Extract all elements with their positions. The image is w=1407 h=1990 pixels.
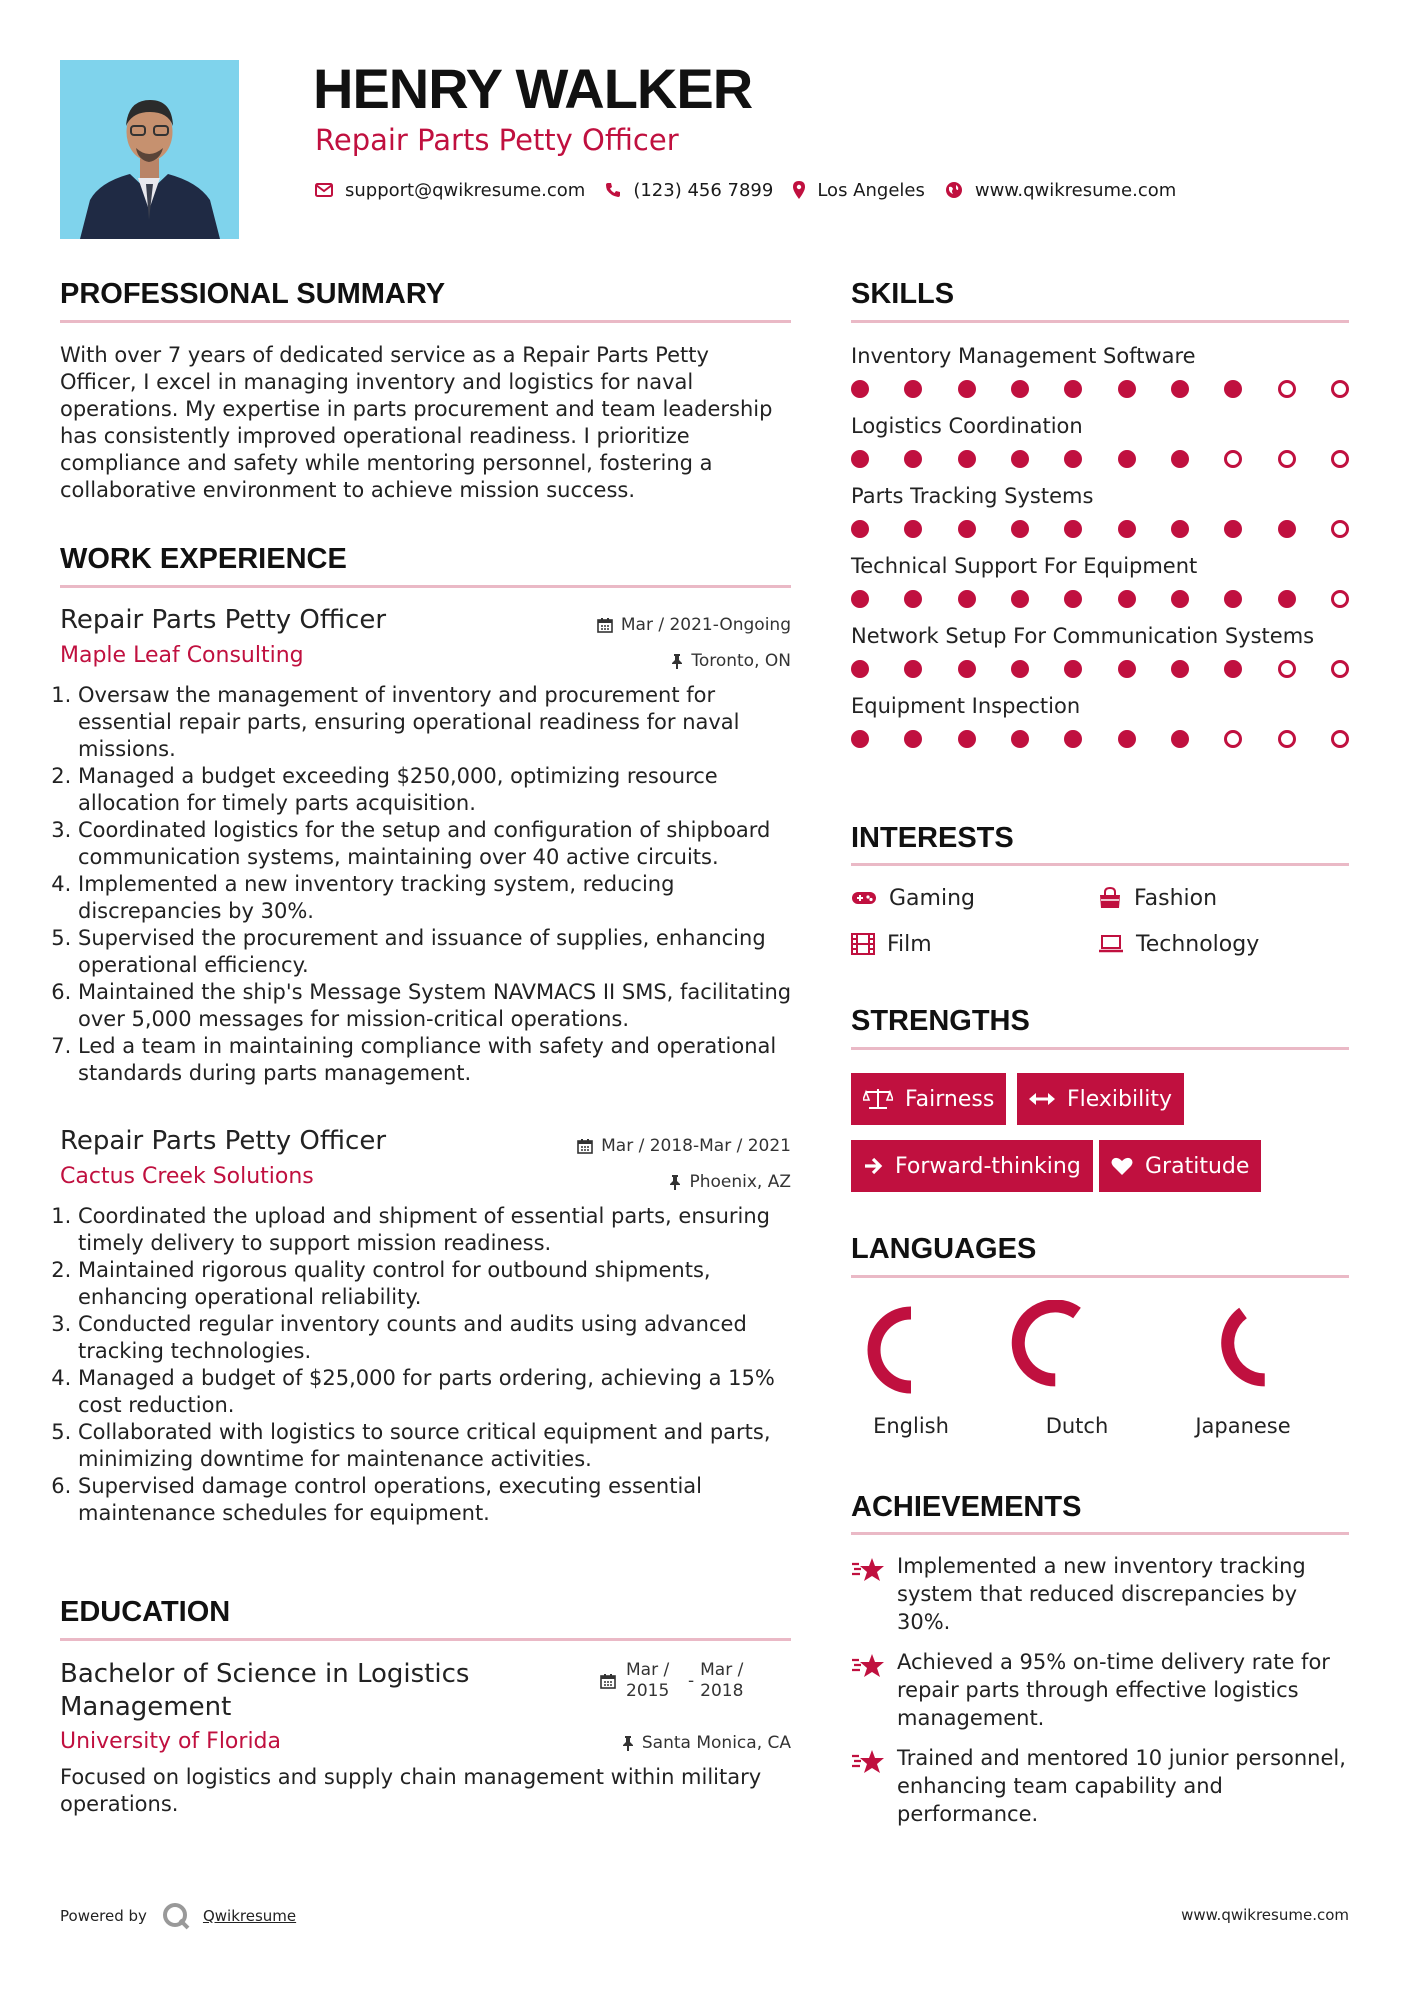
phone-icon bbox=[605, 182, 621, 198]
shopping-bag-icon bbox=[1098, 886, 1122, 910]
arrows-horizontal-icon bbox=[1029, 1092, 1055, 1106]
rating-dot-filled bbox=[958, 590, 976, 608]
rating-dot-empty bbox=[1331, 590, 1349, 608]
skill-row bbox=[851, 553, 1349, 608]
rating-dot-empty bbox=[1278, 660, 1296, 678]
achievement-text: Trained and mentored 10 junior personnel, enhancing team capability and performance. bbox=[897, 1746, 1346, 1826]
list-item: 1. Coordinated the upload and shipment of essential parts, ensuring timely delivery to support mission readiness. bbox=[78, 1203, 798, 1257]
achievement-item bbox=[851, 1648, 1349, 1732]
language-item bbox=[841, 1300, 981, 1438]
calendar-icon bbox=[577, 1138, 593, 1154]
summary-heading: PROFESSIONAL SUMMARY bbox=[60, 278, 446, 310]
rating-dot-empty bbox=[1278, 730, 1296, 748]
skill-row bbox=[851, 483, 1349, 538]
education-divider bbox=[60, 1638, 791, 1641]
strengths-heading: STRENGTHS bbox=[851, 1005, 1030, 1037]
star-icon bbox=[851, 1748, 885, 1776]
rating-dot-empty bbox=[1224, 450, 1242, 468]
rating-dot-filled bbox=[1171, 590, 1189, 608]
rating-dot-filled bbox=[904, 590, 922, 608]
list-item: 5. Supervised the procurement and issuance of supplies, enhancing operational efficiency. bbox=[78, 925, 798, 979]
job-bullets bbox=[60, 1203, 798, 1527]
rating-dot-filled bbox=[1118, 730, 1136, 748]
rating-dot-filled bbox=[1224, 520, 1242, 538]
pin-icon bbox=[671, 653, 683, 669]
rating-dot-filled bbox=[1171, 660, 1189, 678]
education-location-text: Santa Monica, CA bbox=[641, 1733, 791, 1753]
envelope-icon bbox=[315, 183, 333, 197]
rating-dot-filled bbox=[1011, 590, 1029, 608]
school-name: University of Florida bbox=[60, 1729, 281, 1754]
education-location bbox=[622, 1732, 791, 1754]
gamepad-icon bbox=[851, 890, 877, 906]
rating-dot-filled bbox=[1171, 450, 1189, 468]
language-gauge bbox=[1007, 1300, 1147, 1410]
strengths-divider bbox=[851, 1047, 1349, 1050]
rating-dot-filled bbox=[1224, 660, 1242, 678]
skill-rating bbox=[851, 380, 1349, 398]
rating-dot-filled bbox=[1118, 450, 1136, 468]
degree-title: Bachelor of Science in Logistics Management bbox=[60, 1659, 470, 1722]
job-company: Cactus Creek Solutions bbox=[60, 1164, 314, 1189]
achievement-text: Implemented a new inventory tracking system that reduced discrepancies by 30%. bbox=[897, 1554, 1306, 1634]
skill-label: Equipment Inspection bbox=[851, 694, 1081, 718]
rating-dot-filled bbox=[1064, 660, 1082, 678]
skill-label: Network Setup For Communication Systems bbox=[851, 624, 1315, 648]
skill-label: Parts Tracking Systems bbox=[851, 484, 1094, 508]
map-marker-icon bbox=[793, 181, 805, 199]
list-item: 7. Led a team in maintaining compliance with safety and operational standards during parts management. bbox=[78, 1033, 798, 1087]
education-entry bbox=[60, 1658, 791, 1838]
rating-dot-filled bbox=[1011, 450, 1029, 468]
job-company: Maple Leaf Consulting bbox=[60, 643, 304, 668]
languages-divider bbox=[851, 1275, 1349, 1278]
profile-photo bbox=[60, 60, 239, 239]
summary-divider bbox=[60, 320, 791, 323]
rating-dot-empty bbox=[1331, 520, 1349, 538]
rating-dot-empty bbox=[1224, 730, 1242, 748]
achievements-divider bbox=[851, 1532, 1349, 1535]
rating-dot-filled bbox=[851, 380, 869, 398]
achievement-text: Achieved a 95% on-time delivery rate for repair parts through effective logistics management. bbox=[897, 1650, 1330, 1730]
job-location-text: Toronto, ON bbox=[691, 651, 791, 671]
job-title: Repair Parts Petty Officer bbox=[60, 605, 387, 635]
language-gauge-arc bbox=[1018, 1306, 1077, 1380]
job-dates-text: Mar / 2021-Ongoing bbox=[620, 615, 791, 635]
skill-row bbox=[851, 413, 1349, 468]
list-item: 1. Oversaw the management of inventory and procurement for essential repair parts, ensuring operational readiness for naval missions. bbox=[78, 682, 798, 763]
strength-label: Flexibility bbox=[1067, 1086, 1172, 1112]
heart-icon bbox=[1111, 1156, 1133, 1176]
job-bullets bbox=[60, 682, 798, 1087]
rating-dot-filled bbox=[1064, 380, 1082, 398]
list-item: 3. Conducted regular inventory counts and audits using advanced tracking technologies. bbox=[78, 1311, 798, 1365]
skill-rating bbox=[851, 590, 1349, 608]
job-title: Repair Parts Petty Officer bbox=[60, 1126, 387, 1156]
list-item: 2. Maintained rigorous quality control for outbound shipments, enhancing operational reliability. bbox=[78, 1257, 798, 1311]
rating-dot-filled bbox=[958, 450, 976, 468]
language-gauge-arc bbox=[874, 1313, 911, 1387]
rating-dot-filled bbox=[1064, 590, 1082, 608]
skills-heading: SKILLS bbox=[851, 278, 955, 310]
rating-dot-filled bbox=[958, 520, 976, 538]
job-location bbox=[669, 1171, 791, 1193]
language-item bbox=[1007, 1300, 1147, 1438]
skills-divider bbox=[851, 320, 1349, 323]
rating-dot-filled bbox=[1011, 520, 1029, 538]
contact-location-text: Los Angeles bbox=[817, 179, 925, 201]
rating-dot-filled bbox=[904, 730, 922, 748]
interest-label: Fashion bbox=[1134, 885, 1218, 911]
footer-website[interactable]: www.qwikresume.com bbox=[1181, 1906, 1349, 1924]
rating-dot-filled bbox=[1011, 380, 1029, 398]
rating-dot-filled bbox=[851, 730, 869, 748]
job-entry bbox=[60, 1125, 791, 1527]
skill-rating bbox=[851, 730, 1349, 748]
skill-label: Technical Support For Equipment bbox=[851, 554, 1198, 578]
languages-heading: LANGUAGES bbox=[851, 1233, 1037, 1265]
rating-dot-empty bbox=[1331, 660, 1349, 678]
rating-dot-filled bbox=[958, 380, 976, 398]
contact-bar bbox=[315, 176, 1196, 204]
rating-dot-filled bbox=[1278, 590, 1296, 608]
education-dates bbox=[600, 1660, 756, 1702]
rating-dot-empty bbox=[1331, 730, 1349, 748]
achievements-heading: ACHIEVEMENTS bbox=[851, 1491, 1082, 1523]
rating-dot-filled bbox=[1118, 520, 1136, 538]
skills-list bbox=[851, 343, 1349, 763]
interests-divider bbox=[851, 863, 1349, 866]
rating-dot-filled bbox=[1278, 520, 1296, 538]
rating-dot-filled bbox=[851, 660, 869, 678]
qwikresume-link[interactable]: Qwikresume bbox=[202, 1907, 297, 1925]
star-icon bbox=[851, 1556, 885, 1584]
interest-gaming bbox=[851, 882, 975, 914]
job-entry bbox=[60, 604, 791, 1087]
language-gauge bbox=[841, 1300, 981, 1410]
list-item: 6. Supervised damage control operations, executing essential maintenance schedules for equipment. bbox=[78, 1473, 798, 1527]
education-date-end: Mar / 2018 bbox=[700, 1660, 744, 1701]
rating-dot-filled bbox=[1171, 380, 1189, 398]
rating-dot-filled bbox=[1171, 520, 1189, 538]
calendar-icon bbox=[597, 617, 613, 633]
language-label: Japanese bbox=[1195, 1414, 1291, 1438]
rating-dot-filled bbox=[851, 450, 869, 468]
list-item: 6. Maintained the ship's Message System NAVMACS II SMS, facilitating over 5,000 messages for mission-critical operations. bbox=[78, 979, 798, 1033]
rating-dot-filled bbox=[1011, 660, 1029, 678]
skill-row bbox=[851, 693, 1349, 748]
language-gauge-arc bbox=[1228, 1313, 1265, 1380]
language-label: Dutch bbox=[1045, 1414, 1109, 1438]
rating-dot-filled bbox=[1011, 730, 1029, 748]
balance-scale-icon bbox=[863, 1088, 893, 1110]
rating-dot-filled bbox=[1118, 660, 1136, 678]
rating-dot-empty bbox=[1278, 380, 1296, 398]
interest-film bbox=[851, 928, 932, 960]
interest-label: Technology bbox=[1136, 931, 1260, 957]
rating-dot-filled bbox=[904, 380, 922, 398]
education-date-start: Mar / 2015 bbox=[626, 1660, 670, 1701]
work-heading: WORK EXPERIENCE bbox=[60, 543, 347, 575]
summary-text: With over 7 years of dedicated service as a Repair Parts Petty Officer, I excel in managing inventory and logistics for naval operations. My expertise in parts procurement and team leadership has consistently improved operational readiness. I prioritize compliance and safety while mentoring personnel, fostering a collaborative environment to achieve mission success. bbox=[60, 343, 773, 502]
job-location-text: Phoenix, AZ bbox=[689, 1172, 791, 1192]
rating-dot-filled bbox=[958, 660, 976, 678]
skill-rating bbox=[851, 520, 1349, 538]
language-label: English bbox=[873, 1414, 949, 1438]
rating-dot-filled bbox=[904, 660, 922, 678]
strength-gratitude bbox=[1099, 1140, 1261, 1192]
job-dates bbox=[597, 614, 791, 636]
education-date-separator: - bbox=[688, 1670, 695, 1691]
contact-phone-text: (123) 456 7899 bbox=[633, 179, 774, 201]
contact-email-text: support@qwikresume.com bbox=[345, 179, 586, 201]
job-location bbox=[671, 650, 791, 672]
arrow-right-icon bbox=[863, 1156, 883, 1176]
list-item: 2. Managed a budget exceeding $250,000, optimizing resource allocation for timely parts acquisition. bbox=[78, 763, 798, 817]
interests-heading: INTERESTS bbox=[851, 822, 1014, 854]
footer-powered-by bbox=[60, 1901, 296, 1931]
interest-technology bbox=[1098, 928, 1259, 960]
laptop-icon bbox=[1098, 934, 1124, 954]
candidate-title: Repair Parts Petty Officer bbox=[315, 123, 679, 157]
contact-location bbox=[793, 180, 925, 201]
contact-email[interactable] bbox=[315, 180, 585, 201]
calendar-icon bbox=[600, 1673, 616, 1689]
powered-by-label: Powered by bbox=[60, 1907, 147, 1925]
contact-website-text: www.qwikresume.com bbox=[974, 179, 1177, 201]
list-item: 4. Implemented a new inventory tracking system, reducing discrepancies by 30%. bbox=[78, 871, 798, 925]
list-item: 5. Collaborated with logistics to source critical equipment and parts, minimizing downtime for maintenance activities. bbox=[78, 1419, 798, 1473]
star-icon bbox=[851, 1652, 885, 1680]
strength-label: Gratitude bbox=[1145, 1153, 1250, 1179]
languages-list bbox=[841, 1300, 1313, 1438]
education-heading: EDUCATION bbox=[60, 1596, 231, 1628]
rating-dot-empty bbox=[1331, 380, 1349, 398]
interest-fashion bbox=[1098, 882, 1217, 914]
skill-label: Inventory Management Software bbox=[851, 344, 1196, 368]
strength-forward-thinking bbox=[851, 1140, 1093, 1192]
achievement-item bbox=[851, 1552, 1349, 1636]
education-description: Focused on logistics and supply chain management within military operations. bbox=[60, 1765, 762, 1816]
job-dates-text: Mar / 2018-Mar / 2021 bbox=[601, 1136, 791, 1156]
rating-dot-filled bbox=[851, 590, 869, 608]
list-item: 3. Coordinated logistics for the setup and configuration of shipboard communication systems, maintaining over 40 active circuits. bbox=[78, 817, 798, 871]
rating-dot-filled bbox=[1118, 380, 1136, 398]
strength-label: Forward-thinking bbox=[895, 1153, 1081, 1179]
rating-dot-filled bbox=[958, 730, 976, 748]
skill-rating bbox=[851, 660, 1349, 678]
job-dates bbox=[577, 1135, 791, 1157]
rating-dot-filled bbox=[1118, 590, 1136, 608]
strength-flexibility bbox=[1017, 1073, 1184, 1125]
skill-row bbox=[851, 343, 1349, 398]
strength-fairness bbox=[851, 1073, 1006, 1125]
qwikresume-logo-icon bbox=[161, 1901, 191, 1931]
contact-phone[interactable] bbox=[605, 180, 773, 201]
language-gauge bbox=[1173, 1300, 1313, 1410]
rating-dot-filled bbox=[1064, 520, 1082, 538]
rating-dot-filled bbox=[1064, 730, 1082, 748]
achievements-list bbox=[851, 1552, 1349, 1828]
rating-dot-filled bbox=[904, 520, 922, 538]
list-item: 4. Managed a budget of $25,000 for parts ordering, achieving a 15% cost reduction. bbox=[78, 1365, 798, 1419]
rating-dot-filled bbox=[1224, 590, 1242, 608]
rating-dot-filled bbox=[1064, 450, 1082, 468]
interest-label: Film bbox=[887, 931, 932, 957]
achievement-item bbox=[851, 1744, 1349, 1828]
rating-dot-empty bbox=[1331, 450, 1349, 468]
strength-label: Fairness bbox=[905, 1086, 995, 1112]
contact-website[interactable] bbox=[945, 180, 1176, 201]
pin-icon bbox=[669, 1174, 681, 1190]
pin-icon bbox=[622, 1735, 634, 1751]
rating-dot-filled bbox=[1224, 380, 1242, 398]
language-item bbox=[1173, 1300, 1313, 1438]
rating-dot-filled bbox=[1171, 730, 1189, 748]
interest-label: Gaming bbox=[889, 885, 975, 911]
candidate-name: HENRY WALKER bbox=[313, 57, 753, 120]
film-icon bbox=[851, 933, 875, 955]
work-divider bbox=[60, 585, 791, 588]
rating-dot-filled bbox=[904, 450, 922, 468]
skill-rating bbox=[851, 450, 1349, 468]
skill-row bbox=[851, 623, 1349, 678]
globe-icon bbox=[945, 181, 963, 199]
skill-label: Logistics Coordination bbox=[851, 414, 1083, 438]
rating-dot-filled bbox=[851, 520, 869, 538]
rating-dot-empty bbox=[1278, 450, 1296, 468]
